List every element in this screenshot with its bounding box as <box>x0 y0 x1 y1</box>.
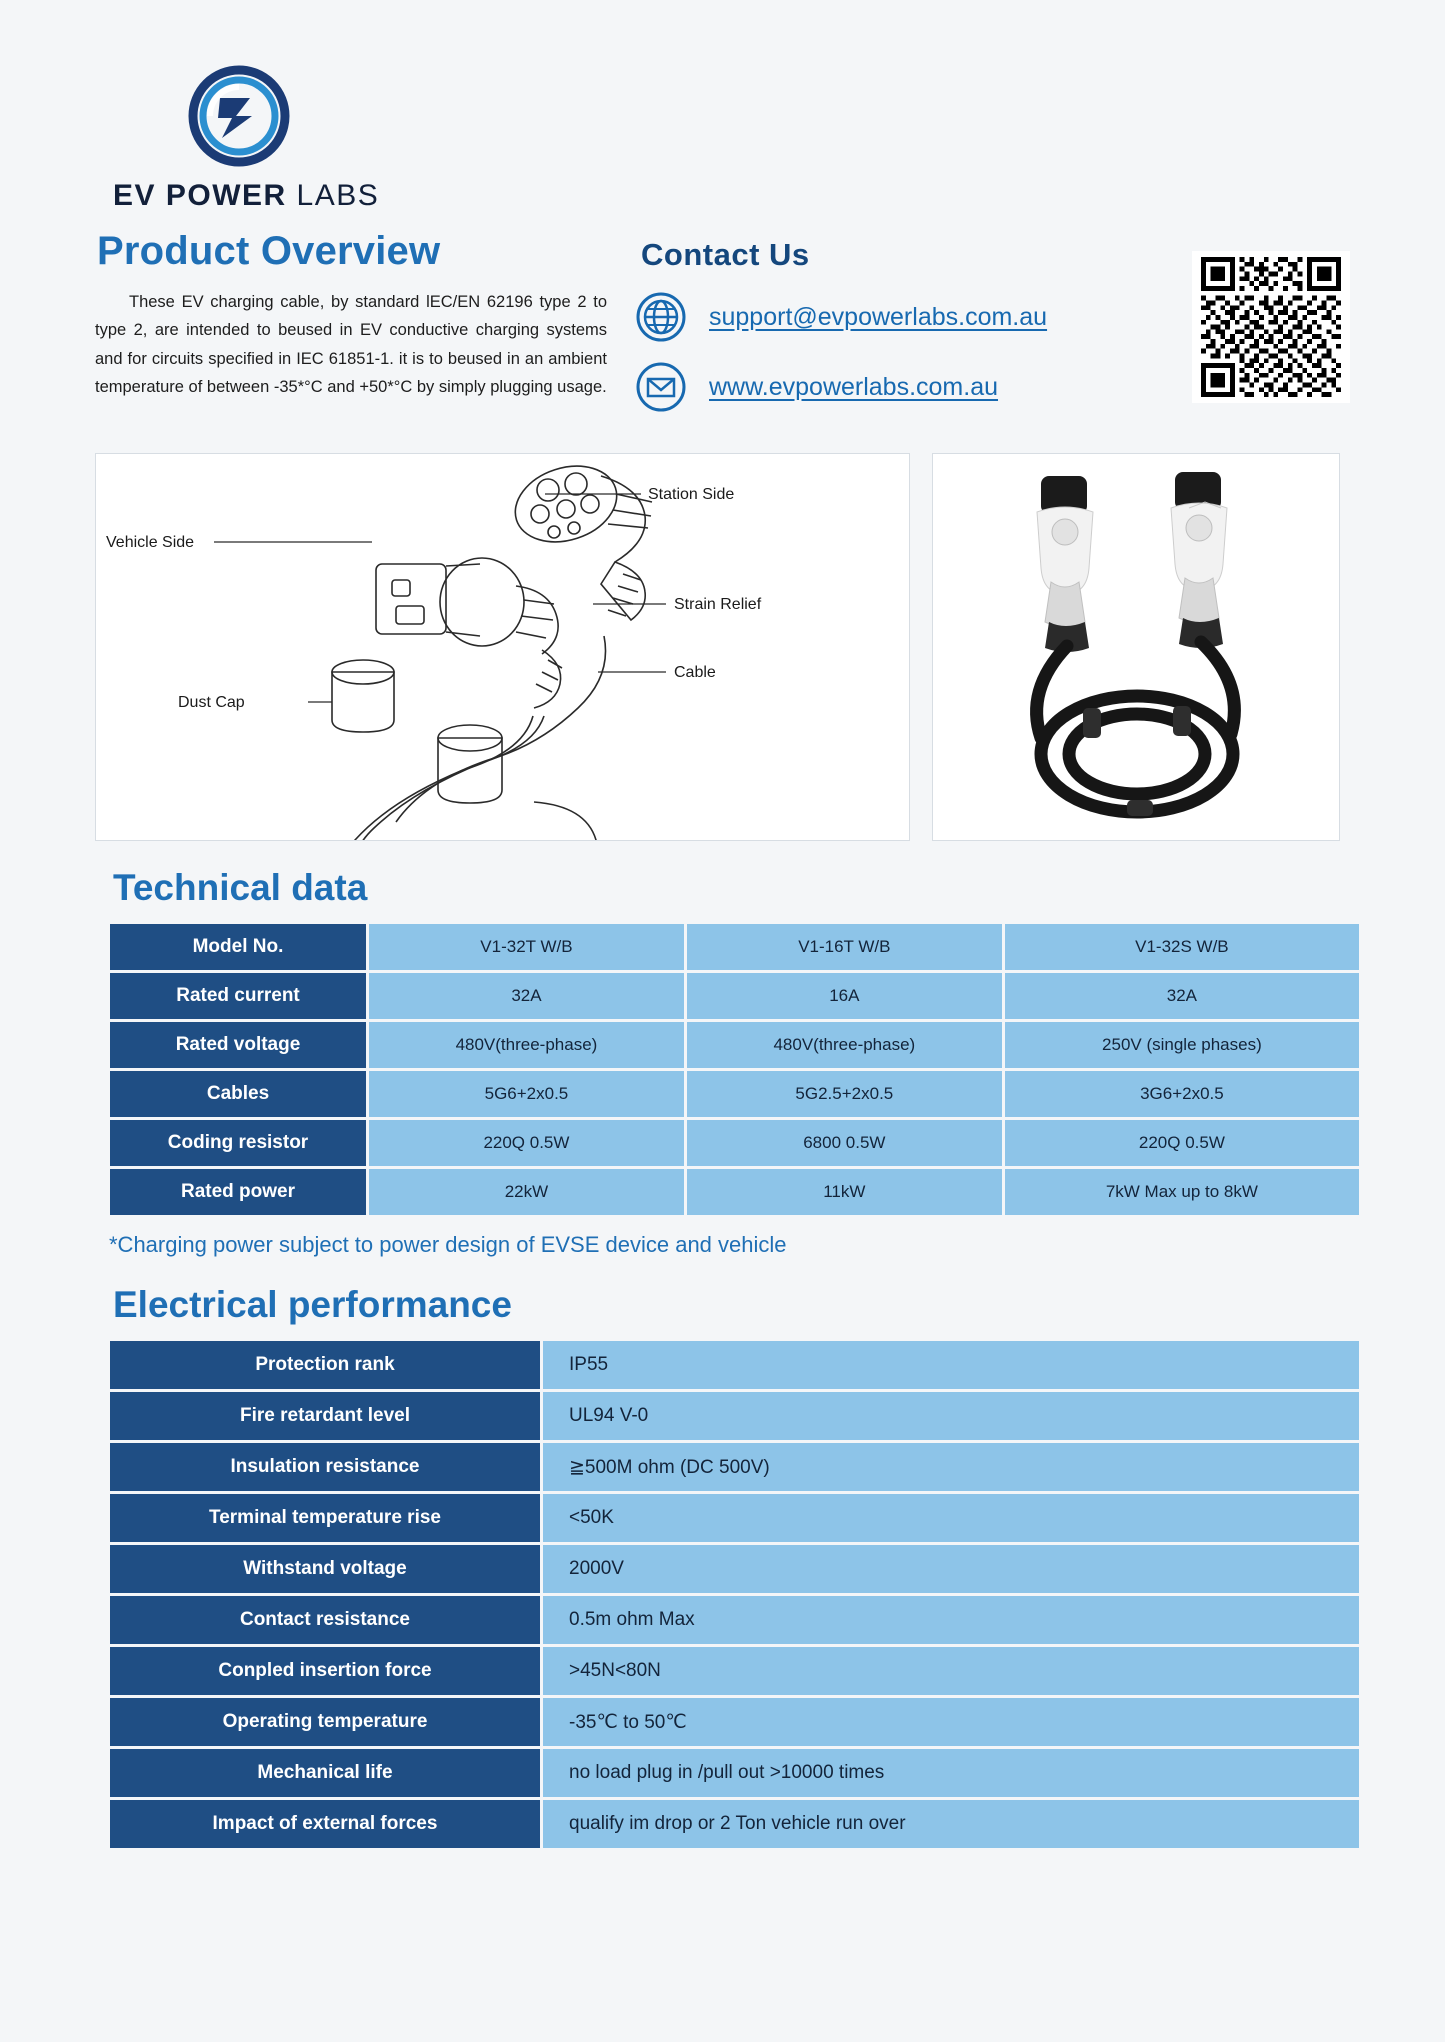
row-key: Protection rank <box>110 1341 540 1389</box>
row-key: Contact resistance <box>110 1596 540 1644</box>
row-key: Conpled insertion force <box>110 1647 540 1695</box>
ev-power-labs-logo-icon <box>180 62 298 170</box>
table-row <box>110 1071 1359 1117</box>
ev-cable-photo <box>933 454 1339 840</box>
row-key: Impact of external forces <box>110 1800 540 1848</box>
row-key: Model No. <box>110 924 366 970</box>
table-row <box>110 1749 1359 1797</box>
cable-line-diagram <box>96 454 909 840</box>
product-overview-block <box>95 229 615 402</box>
row-value: 2000V <box>543 1545 1359 1593</box>
charging-power-note: *Charging power subject to power design of EVSE device and vehicle <box>109 1232 787 1257</box>
row-value: 6800 0.5W <box>687 1120 1002 1166</box>
technical-data-body <box>110 924 1359 1215</box>
row-value: 250V (single phases) <box>1005 1022 1359 1068</box>
row-key: Rated voltage <box>110 1022 366 1068</box>
brand-name-light: LABS <box>286 179 380 212</box>
row-key: Withstand voltage <box>110 1545 540 1593</box>
row-key: Terminal temperature rise <box>110 1494 540 1542</box>
label-vehicle-side: Vehicle Side <box>106 534 195 551</box>
table-row <box>110 1341 1359 1389</box>
row-value: 5G6+2x0.5 <box>369 1071 684 1117</box>
row-value: UL94 V-0 <box>543 1392 1359 1440</box>
table-row <box>110 1800 1359 1848</box>
technical-data-title: Technical data <box>113 867 368 908</box>
electrical-performance-title: Electrical performance <box>113 1284 512 1325</box>
brand-wordmark <box>113 179 1350 213</box>
label-cable: Cable <box>674 664 716 681</box>
row-value: qualify im drop or 2 Ton vehicle run over <box>543 1800 1359 1848</box>
cable-line-diagram-panel <box>95 453 910 841</box>
row-value: 32A <box>1005 973 1359 1019</box>
table-row <box>110 1392 1359 1440</box>
qr-code[interactable] <box>1192 251 1350 403</box>
row-value: V1-32S W/B <box>1005 924 1359 970</box>
row-value: 3G6+2x0.5 <box>1005 1071 1359 1117</box>
table-row <box>110 1545 1359 1593</box>
contact-block <box>615 229 1135 431</box>
row-value: 7kW Max up to 8kW <box>1005 1169 1359 1215</box>
brand-header <box>95 0 1350 213</box>
qr-code-image <box>1198 257 1344 397</box>
row-value: -35℃ to 50℃ <box>543 1698 1359 1746</box>
table-row <box>110 1698 1359 1746</box>
row-key: Rated current <box>110 973 366 1019</box>
row-value: V1-16T W/B <box>687 924 1002 970</box>
table-row <box>110 973 1359 1019</box>
row-value: ≧500M ohm (DC 500V) <box>543 1443 1359 1491</box>
label-station-side: Station Side <box>648 486 735 503</box>
page-title: Product Overview <box>97 229 441 273</box>
label-dust-cap: Dust Cap <box>178 694 245 711</box>
table-row <box>110 1169 1359 1215</box>
row-value: 5G2.5+2x0.5 <box>687 1071 1002 1117</box>
qr-block <box>1192 229 1350 403</box>
brand-name-bold: EV POWER <box>113 179 287 212</box>
table-row <box>110 1647 1359 1695</box>
row-value: <50K <box>543 1494 1359 1542</box>
row-key: Cables <box>110 1071 366 1117</box>
product-image-panels <box>95 453 1350 841</box>
envelope-icon <box>635 361 687 413</box>
row-value: 220Q 0.5W <box>369 1120 684 1166</box>
row-value: 16A <box>687 973 1002 1019</box>
electrical-performance-table <box>107 1338 1362 1851</box>
contact-email-row[interactable] <box>635 291 1135 343</box>
contact-title: Contact Us <box>641 237 810 272</box>
row-key: Fire retardant level <box>110 1392 540 1440</box>
contact-website-row[interactable] <box>635 361 1135 413</box>
row-value: 480V(three-phase) <box>369 1022 684 1068</box>
row-key: Mechanical life <box>110 1749 540 1797</box>
row-value: 0.5m ohm Max <box>543 1596 1359 1644</box>
row-value: 22kW <box>369 1169 684 1215</box>
website-link[interactable]: www.evpowerlabs.com.au <box>709 372 999 401</box>
table-row <box>110 1443 1359 1491</box>
technical-data-table <box>107 921 1362 1218</box>
row-value: V1-32T W/B <box>369 924 684 970</box>
table-row <box>110 1494 1359 1542</box>
table-row <box>110 1022 1359 1068</box>
row-key: Rated power <box>110 1169 366 1215</box>
row-key: Insulation resistance <box>110 1443 540 1491</box>
row-value: IP55 <box>543 1341 1359 1389</box>
cable-photo-panel <box>932 453 1340 841</box>
table-row <box>110 924 1359 970</box>
row-value: 32A <box>369 973 684 1019</box>
electrical-performance-body <box>110 1341 1359 1848</box>
row-value: 480V(three-phase) <box>687 1022 1002 1068</box>
table-row <box>110 1596 1359 1644</box>
table-row <box>110 1120 1359 1166</box>
row-value: 220Q 0.5W <box>1005 1120 1359 1166</box>
top-section <box>95 229 1350 431</box>
row-key: Coding resistor <box>110 1120 366 1166</box>
row-value: >45N<80N <box>543 1647 1359 1695</box>
row-value: no load plug in /pull out >10000 times <box>543 1749 1359 1797</box>
globe-icon <box>635 291 687 343</box>
row-key: Operating temperature <box>110 1698 540 1746</box>
label-strain-relief: Strain Relief <box>674 596 762 613</box>
support-email-link[interactable]: support@evpowerlabs.com.au <box>709 302 1048 331</box>
row-value: 11kW <box>687 1169 1002 1215</box>
overview-paragraph: These EV charging cable, by standard lEC/EN 62196 type 2 to type 2, are intended to beused in EV conductive charging systems and for circuits specified in IEC 61851-1. it is to beused in an ambient temperature of between -35*°C and +50*°C by simply plugging usage. <box>95 293 607 397</box>
